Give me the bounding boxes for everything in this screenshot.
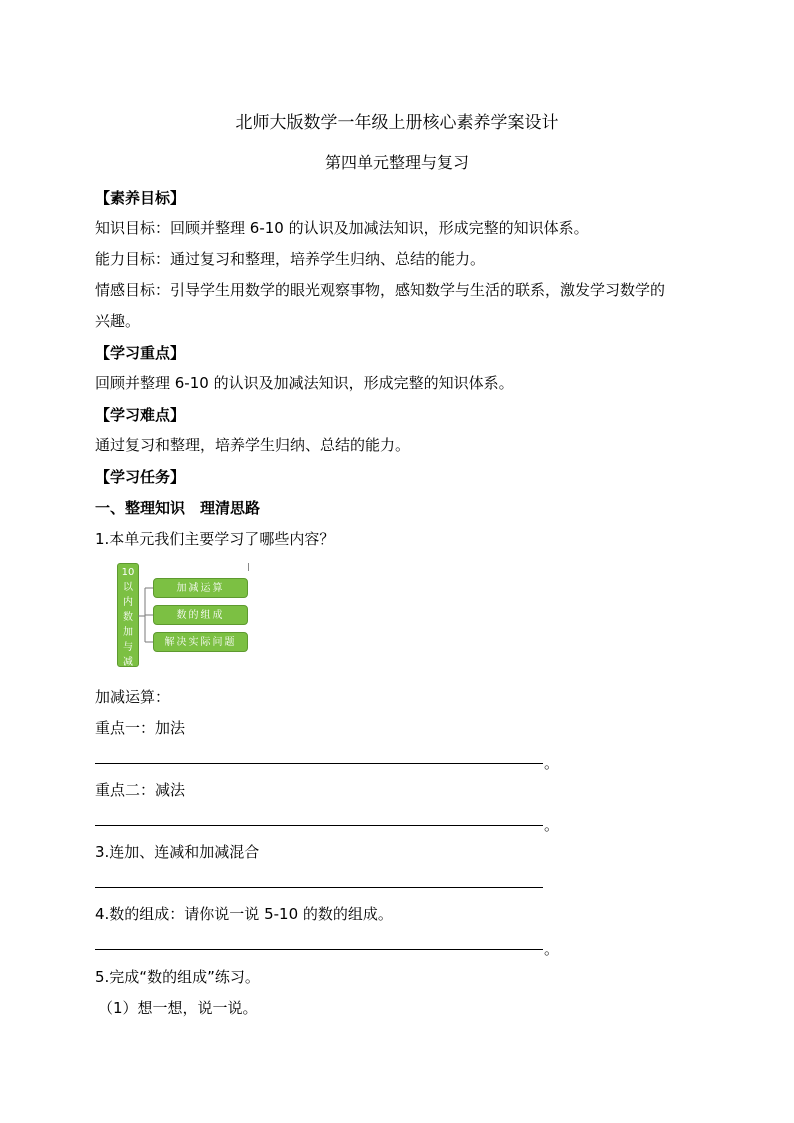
section-heading-1: 一、整理知识 理清思路 <box>95 499 261 517</box>
root-char: 数 <box>123 612 133 623</box>
question-3: 3.连加、连减和加减混合 <box>95 843 260 861</box>
mind-map-node-composition: 数的组成 <box>153 605 248 625</box>
document-subtitle: 第四单元整理与复习 <box>324 153 469 172</box>
question-5: 5.完成“数的组成”练习。 <box>95 968 260 986</box>
root-char: 内 <box>123 597 133 608</box>
root-char: 以 <box>123 582 133 593</box>
goal-ability: 能力目标：通过复习和整理，培养学生归纳、总结的能力。 <box>95 250 486 268</box>
root-char: 10 <box>121 567 135 578</box>
question-1: 1.本单元我们主要学习了哪些内容？ <box>95 530 335 548</box>
answer-blank-4[interactable] <box>95 949 543 950</box>
mind-map-root <box>117 563 139 667</box>
focus-heading: 【学习重点】 <box>95 344 186 362</box>
difficulty-heading: 【学习难点】 <box>95 406 186 424</box>
answer-blank-1[interactable] <box>95 763 543 764</box>
difficulty-text: 通过复习和整理，培养学生归纳、总结的能力。 <box>95 436 411 454</box>
tasks-heading: 【学习任务】 <box>95 468 186 486</box>
question-5-part-1: （1）想一想，说一说。 <box>98 999 258 1017</box>
goal-emotion-line1: 情感目标：引导学生用数学的眼光观察事物，感知数学与生活的联系，激发学习数学的 <box>95 281 666 299</box>
mind-map-tick <box>248 563 249 571</box>
period-mark: 。 <box>544 754 560 772</box>
key-point-2: 重点二：减法 <box>95 781 186 799</box>
root-char: 与 <box>123 642 133 653</box>
goal-knowledge: 知识目标：回顾并整理 6-10 的认识及加减法知识，形成完整的知识体系。 <box>95 219 589 237</box>
root-char: 减 <box>123 657 133 668</box>
answer-blank-3[interactable] <box>95 887 543 888</box>
question-4: 4.数的组成：请你说一说 5-10 的数的组成。 <box>95 905 393 923</box>
mind-map-node-problems: 解决实际问题 <box>153 632 248 652</box>
goals-heading: 【素养目标】 <box>95 189 186 207</box>
focus-text: 回顾并整理 6-10 的认识及加减法知识，形成完整的知识体系。 <box>95 374 514 392</box>
period-mark: 。 <box>544 940 560 958</box>
document-title: 北师大版数学一年级上册核心素养学案设计 <box>235 113 559 133</box>
key-point-1: 重点一：加法 <box>95 719 186 737</box>
mind-map <box>117 563 257 669</box>
mind-map-node-addsub: 加减运算 <box>153 578 248 598</box>
period-mark: 。 <box>544 816 560 834</box>
root-char: 加 <box>123 627 133 638</box>
answer-blank-2[interactable] <box>95 825 543 826</box>
addsub-label: 加减运算： <box>95 688 171 706</box>
goal-emotion-line2: 兴趣。 <box>95 312 141 330</box>
